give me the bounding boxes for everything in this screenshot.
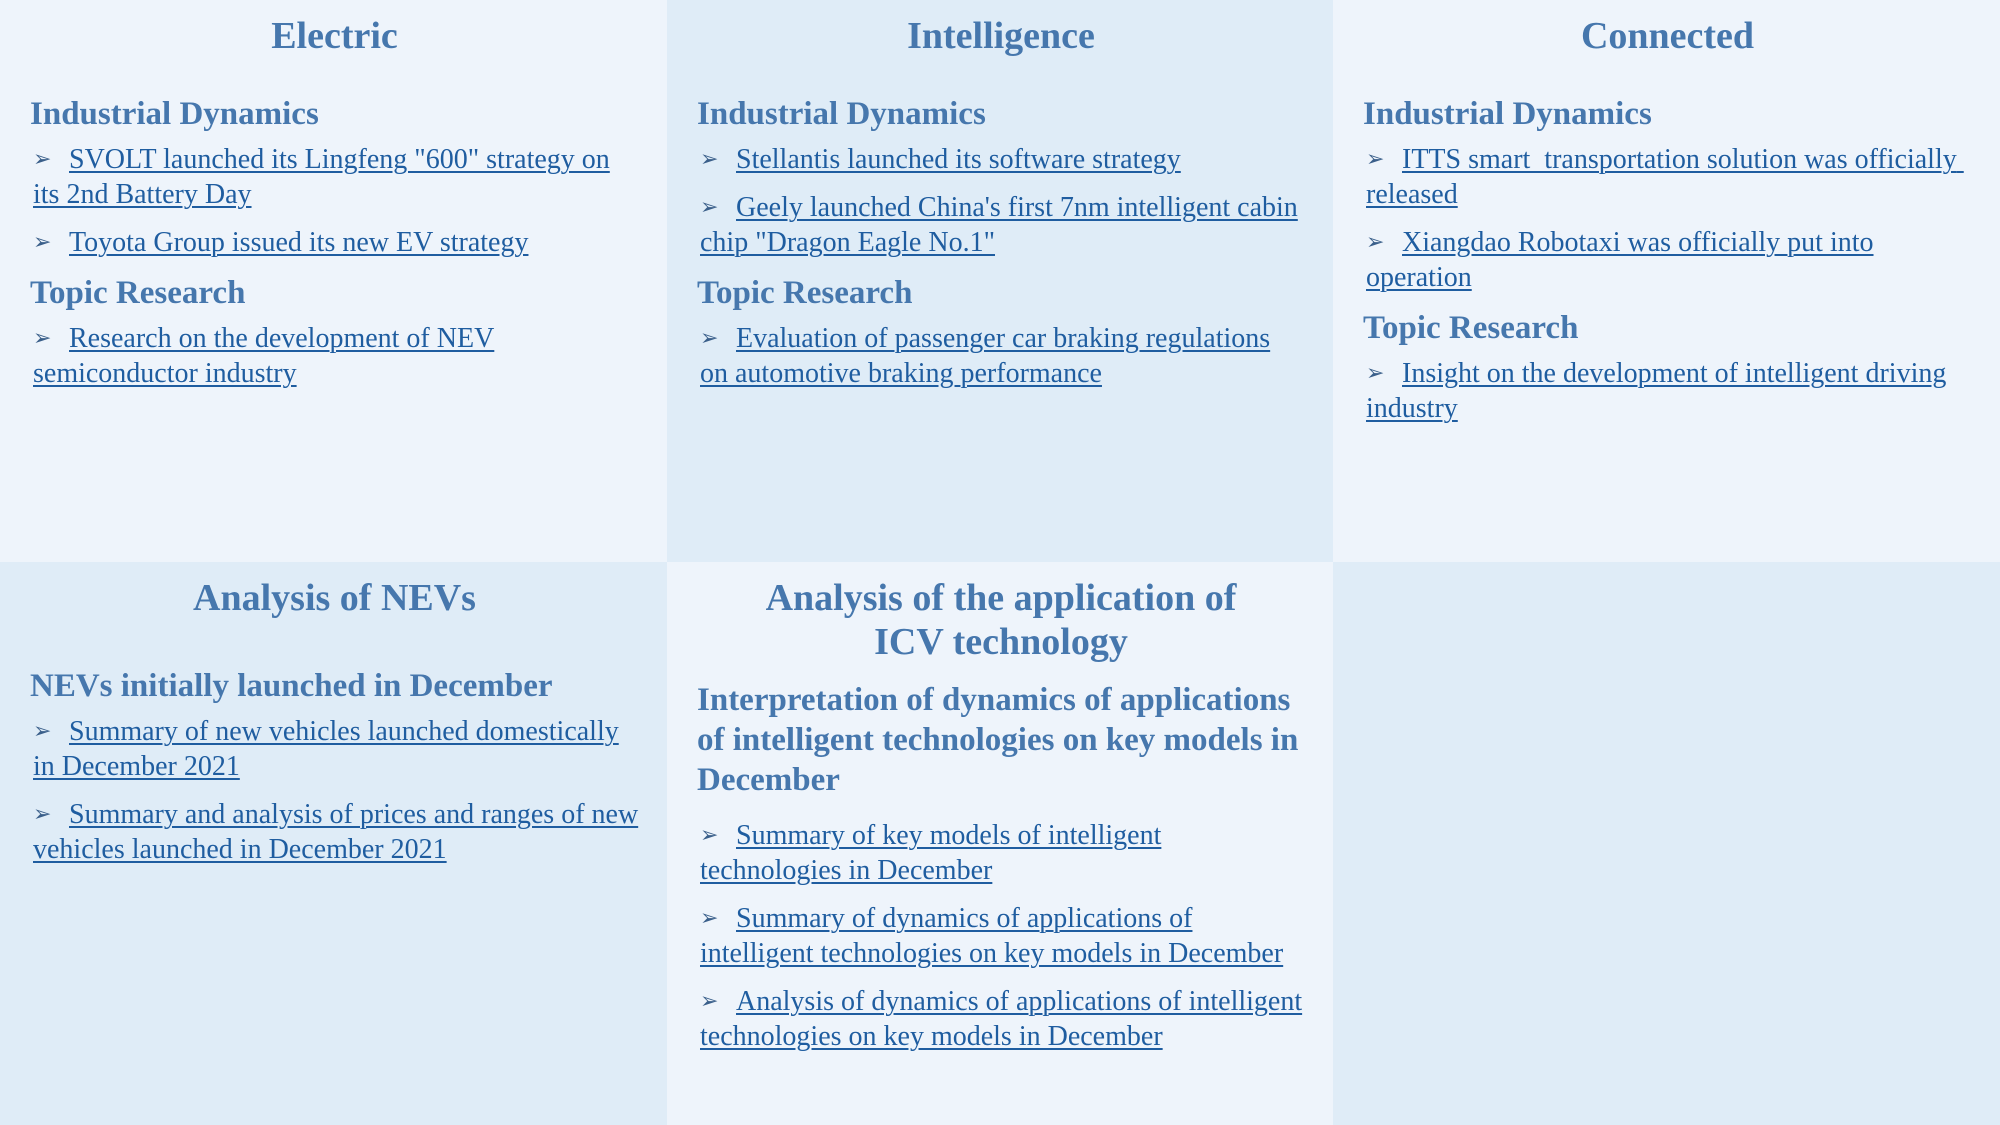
arrow-bullet-icon: ➢ — [33, 326, 52, 351]
panel-nevs — [0, 562, 667, 1125]
section-heading-topic-research: Topic Research — [30, 275, 246, 311]
panel-title-line-2: ICV technology — [874, 621, 1128, 663]
item-link[interactable]: Summary of new vehicles launched domestically in December 2021 — [33, 716, 619, 782]
panel-title-line-1: Analysis of the application of — [765, 577, 1237, 619]
item-link[interactable]: Analysis of dynamics of applications of intelligent technologies on key models in December — [700, 986, 1303, 1052]
list-item — [33, 225, 639, 260]
item-link[interactable]: Summary and analysis of prices and ranges of new vehicles launched in December 2021 — [33, 799, 639, 865]
arrow-bullet-icon: ➢ — [33, 719, 52, 744]
list-item — [700, 984, 1305, 1054]
arrow-bullet-icon: ➢ — [700, 147, 719, 172]
list-item — [1366, 356, 1972, 426]
item-link[interactable]: Toyota Group issued its new EV strategy — [69, 227, 529, 258]
arrow-bullet-icon: ➢ — [1366, 361, 1385, 386]
item-link[interactable]: ITTS smart transportation solution was officially released — [1366, 144, 1964, 210]
section-heading-nevs-launched: NEVs initially launched in December — [30, 668, 553, 704]
arrow-bullet-icon: ➢ — [1366, 147, 1385, 172]
item-list — [697, 818, 1305, 1054]
list-item — [1366, 142, 1972, 212]
item-link[interactable]: SVOLT launched its Lingfeng "600" strategy on its 2nd Battery Day — [33, 144, 610, 210]
list-item — [1366, 225, 1972, 295]
item-link[interactable]: Stellantis launched its software strategy — [736, 144, 1181, 175]
section-heading-industrial-dynamics: Industrial Dynamics — [1363, 96, 1652, 132]
arrow-bullet-icon: ➢ — [700, 195, 719, 220]
arrow-bullet-icon: ➢ — [33, 802, 52, 827]
item-list — [30, 142, 639, 260]
item-link[interactable]: Xiangdao Robotaxi was officially put into operation — [1366, 227, 1874, 293]
item-link[interactable]: Geely launched China's first 7nm intelligent cabin chip "Dragon Eagle No.1" — [700, 192, 1298, 258]
item-link[interactable]: Summary of dynamics of applications of intelligent technologies on key models in December — [700, 903, 1284, 969]
arrow-bullet-icon: ➢ — [1366, 230, 1385, 255]
item-link[interactable]: Research on the development of NEV semiconductor industry — [33, 323, 495, 389]
panel-title — [697, 576, 1305, 664]
item-list — [30, 321, 639, 391]
arrow-bullet-icon: ➢ — [700, 906, 719, 931]
section-heading-interpretation: Interpretation of dynamics of applications of intelligent technologies on key models in December — [697, 682, 1299, 798]
section-heading-topic-research: Topic Research — [697, 275, 913, 311]
item-list — [30, 714, 639, 867]
list-item — [700, 818, 1305, 888]
arrow-bullet-icon: ➢ — [700, 326, 719, 351]
list-item — [33, 797, 639, 867]
panel-electric — [0, 0, 667, 562]
list-item — [33, 321, 639, 391]
panel-intelligence — [667, 0, 1333, 562]
section-heading-topic-research: Topic Research — [1363, 310, 1579, 346]
list-item — [700, 190, 1305, 260]
section-heading-industrial-dynamics: Industrial Dynamics — [697, 96, 986, 132]
panel-connected — [1333, 0, 2000, 562]
item-link[interactable]: Evaluation of passenger car braking regulations on automotive braking performance — [700, 323, 1271, 389]
list-item — [700, 321, 1305, 391]
list-item — [700, 901, 1305, 971]
arrow-bullet-icon: ➢ — [33, 230, 52, 255]
list-item — [33, 714, 639, 784]
item-list — [697, 321, 1305, 391]
list-item — [33, 142, 639, 212]
item-link[interactable]: Insight on the development of intelligent driving industry — [1366, 358, 1947, 424]
section-heading-industrial-dynamics: Industrial Dynamics — [30, 96, 319, 132]
list-item — [700, 142, 1305, 177]
panel-empty — [1333, 562, 2000, 1125]
panel-title: Electric — [271, 15, 398, 57]
panel-icv — [667, 562, 1333, 1125]
arrow-bullet-icon: ➢ — [33, 147, 52, 172]
item-list — [1363, 142, 1972, 295]
panel-title: Analysis of NEVs — [193, 577, 476, 619]
panel-title: Intelligence — [907, 15, 1095, 57]
panel-title: Connected — [1580, 15, 1755, 57]
item-list — [1363, 356, 1972, 426]
arrow-bullet-icon: ➢ — [700, 823, 719, 848]
arrow-bullet-icon: ➢ — [700, 989, 719, 1014]
item-list — [697, 142, 1305, 260]
item-link[interactable]: Summary of key models of intelligent technologies in December — [700, 820, 1162, 886]
